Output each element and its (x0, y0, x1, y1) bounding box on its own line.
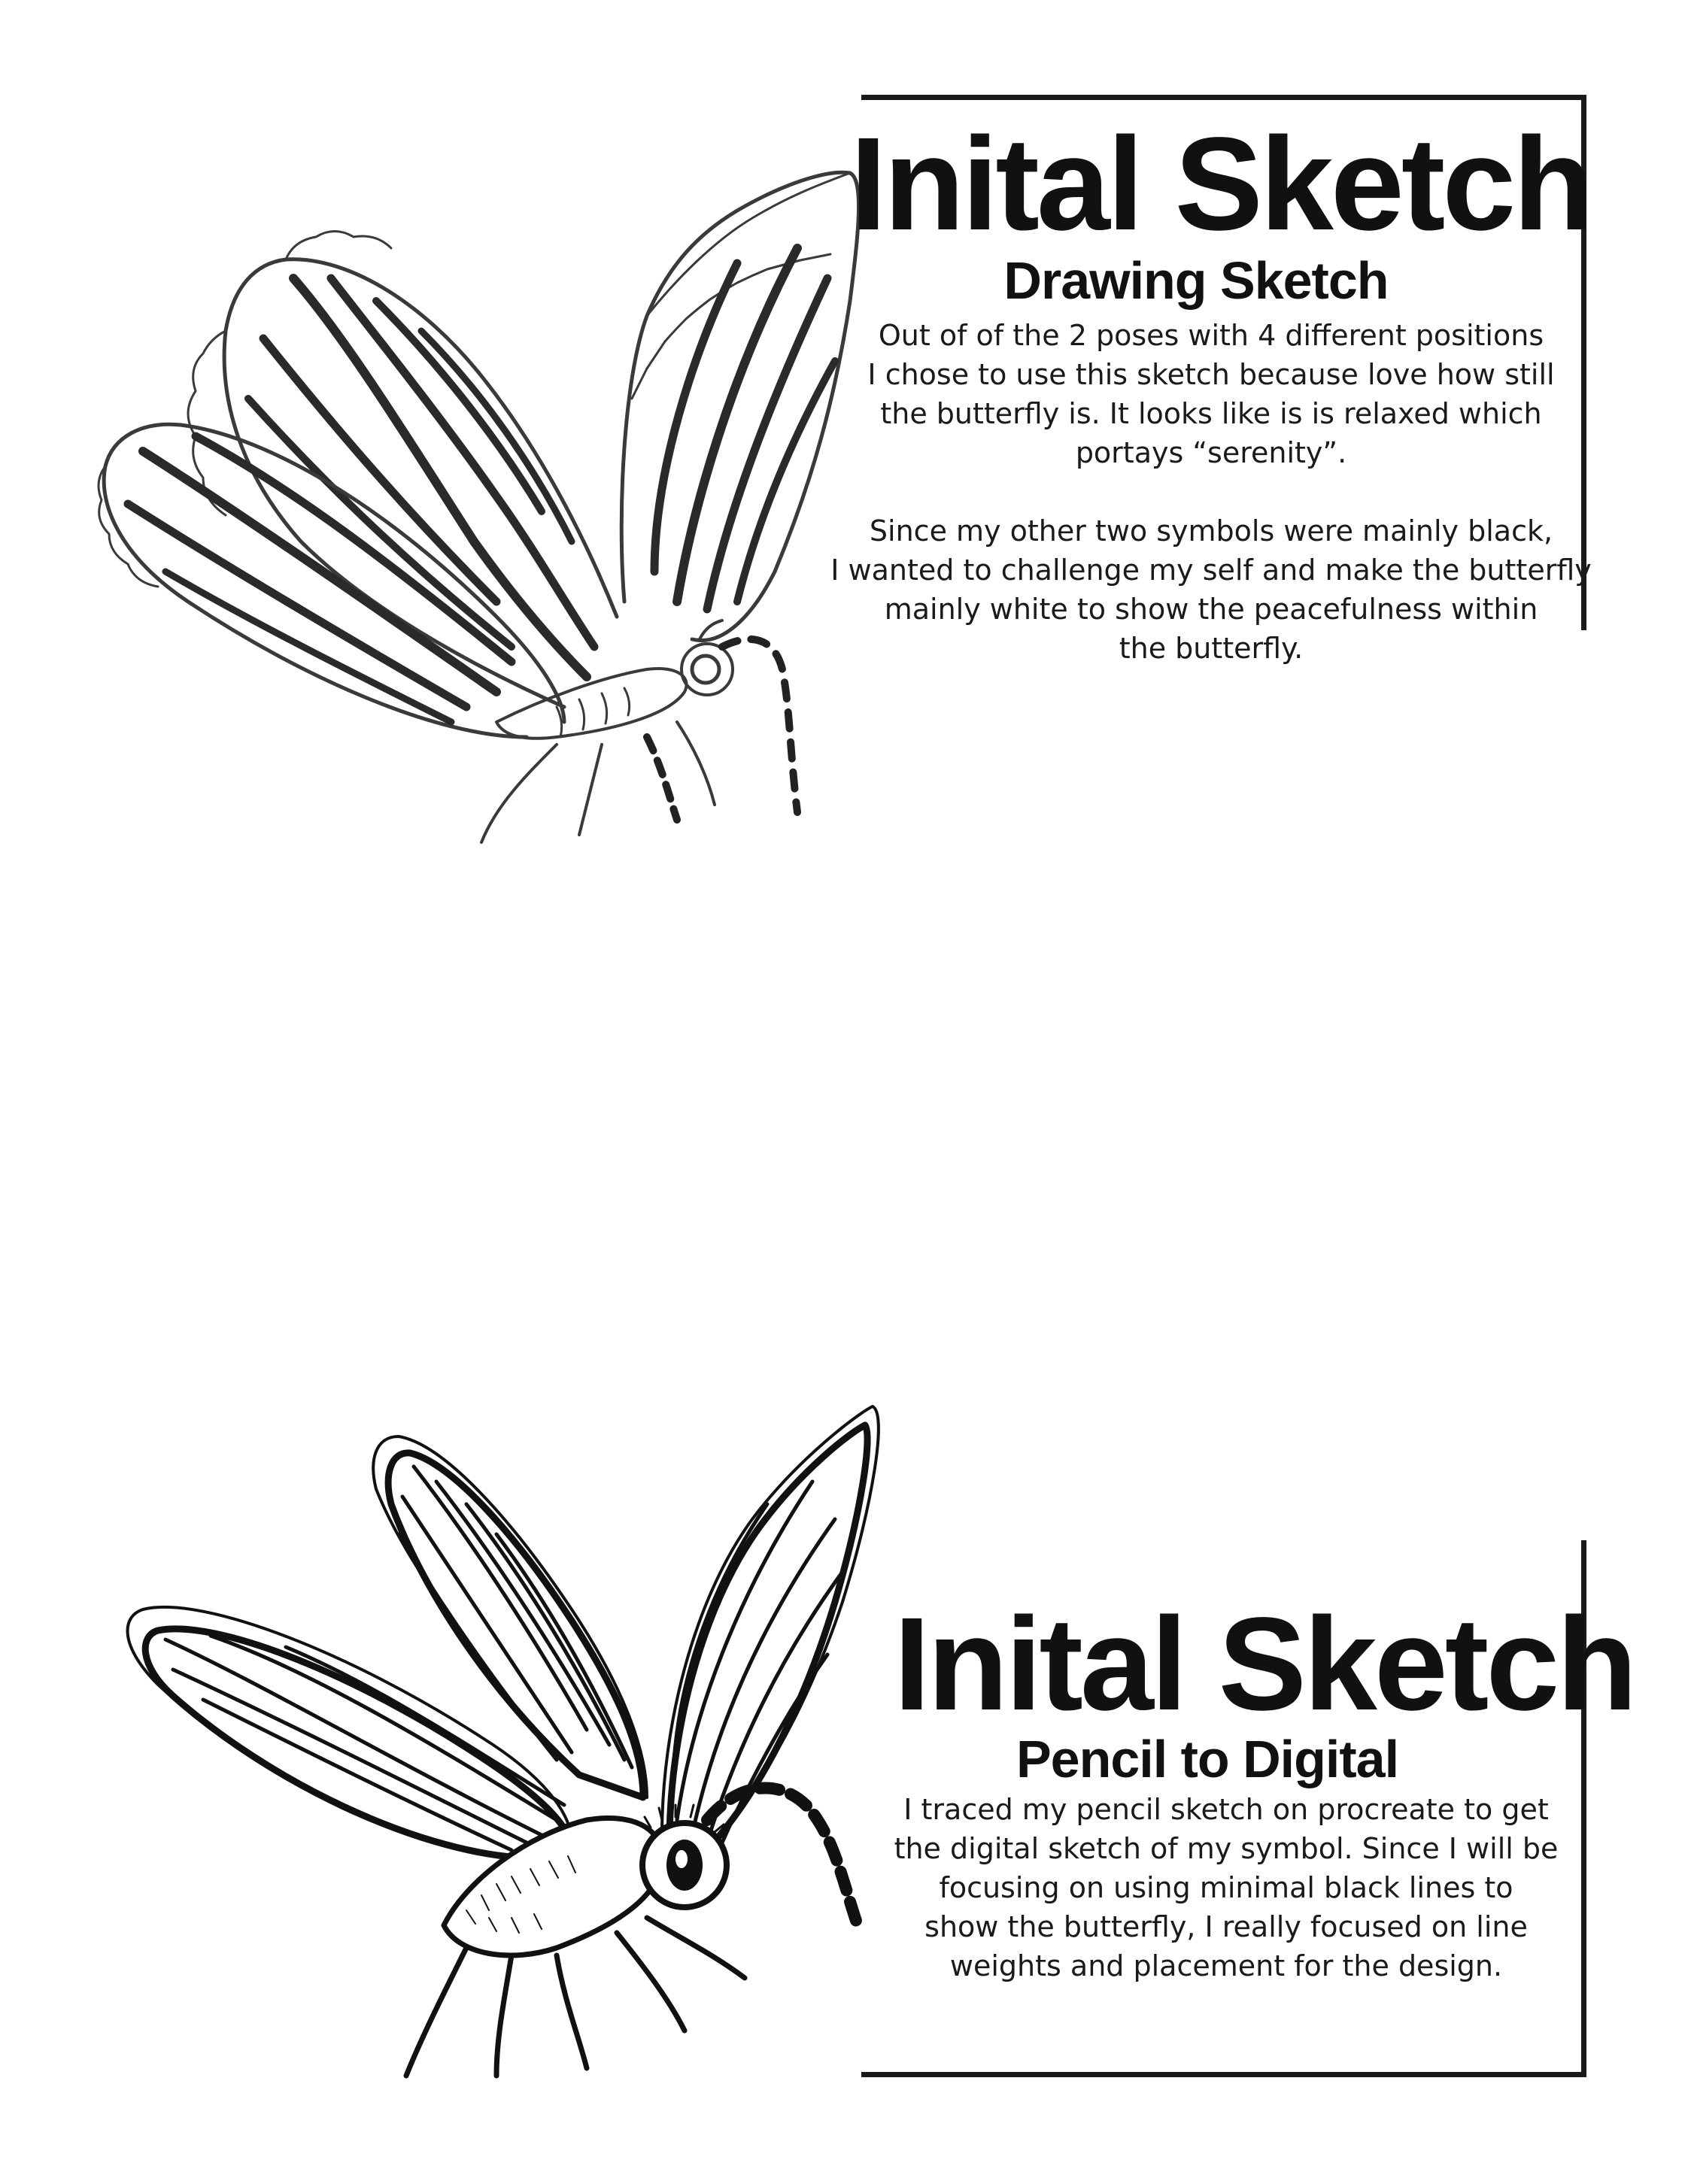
top-paragraph-2-line-1: Since my other two symbols were mainly black, (869, 514, 1553, 548)
bottom-subtitle: Pencil to Digital (1016, 1730, 1399, 1788)
top-title: Inital Sketch (850, 111, 1591, 258)
pencil-butterfly-sketch (75, 150, 873, 857)
top-paragraph-1-line-3: the butterfly is. It looks like is is relaxed which (880, 397, 1542, 430)
top-paragraph-2-line-4: the butterfly. (1119, 632, 1304, 665)
bottom-description (797, 1790, 1655, 1985)
bottom-paragraph-line-1: I traced my pencil sketch on procreate to get (903, 1793, 1549, 1826)
bottom-frame-horizontal (861, 2072, 1586, 2077)
bottom-paragraph-line-4: show the butterfly, I really focused on line (924, 1910, 1528, 1943)
bottom-paragraph-line-2: the digital sketch of my symbol. Since I will be (894, 1832, 1559, 1865)
bottom-paragraph-line-5: weights and placement for the design. (949, 1949, 1503, 1982)
top-frame-horizontal (861, 95, 1586, 100)
bottom-title: Inital Sketch (894, 1591, 1635, 1738)
top-description (797, 316, 1625, 668)
top-paragraph-2-line-3: mainly white to show the peacefulness within (884, 593, 1538, 626)
digital-butterfly-sketch (90, 1354, 888, 2106)
top-paragraph-2-line-2: I wanted to challenge my self and make the butterfly (830, 554, 1592, 587)
top-paragraph-1-line-1: Out of of the 2 poses with 4 different positions (878, 319, 1544, 352)
bottom-paragraph-line-3: focusing on using minimal black lines to (939, 1871, 1513, 1904)
top-paragraph-1-line-4: portays “serenity”. (1075, 436, 1347, 469)
top-subtitle: Drawing Sketch (1003, 251, 1389, 310)
top-paragraph-1-line-2: I chose to use this sketch because love how still (867, 358, 1555, 391)
